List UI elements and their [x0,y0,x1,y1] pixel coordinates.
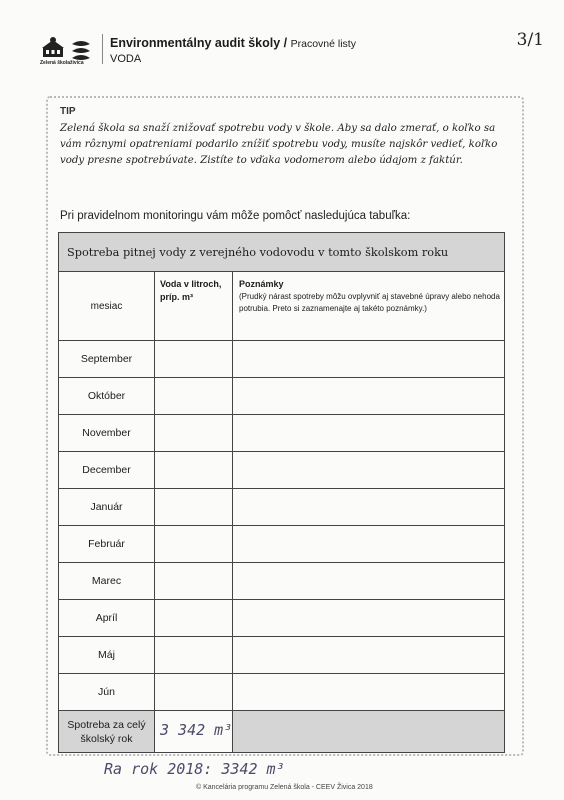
notes-cell[interactable] [233,637,505,674]
table-row [59,637,505,674]
notes-cell[interactable] [233,526,505,563]
water-value-cell[interactable] [155,415,233,452]
notes-column-header [233,272,505,341]
notes-description: (Prudký nárast spotreby môžu ovplyvniť aj stavebné úpravy alebo nehoda potrubia. Preto si zaznamenajte aj takéto poznámky.) [239,292,500,313]
month-label: December [59,452,155,489]
document-title [110,36,356,50]
water-value-cell[interactable] [155,452,233,489]
document-title-main: Environmentálny audit školy / [110,36,288,50]
notes-cell[interactable] [233,489,505,526]
logo-left-caption: Zelená škola [40,60,71,66]
total-notes-cell[interactable] [233,711,505,753]
water-value-cell[interactable] [155,600,233,637]
total-row [59,711,505,753]
water-value-cell[interactable] [155,526,233,563]
water-column-header: Voda v litroch, príp. m³ [155,272,233,341]
page-header [40,28,544,72]
page-number: 3/1 [516,30,544,50]
total-label: Spotreba za celý školský rok [59,711,155,753]
month-label: Máj [59,637,155,674]
header-divider [102,34,103,64]
table-intro: Pri pravidelnom monitoringu vám môže pomôcť nasledujúca tabuľka: [60,210,411,222]
table-row [59,489,505,526]
table-row [59,674,505,711]
table-row [59,563,505,600]
notes-cell[interactable] [233,563,505,600]
table-row [59,526,505,563]
notes-cell[interactable] [233,452,505,489]
month-label: Február [59,526,155,563]
document-subtitle: VODA [110,53,142,65]
notes-cell[interactable] [233,600,505,637]
table-row [59,600,505,637]
table-row [59,452,505,489]
notes-cell[interactable] [233,378,505,415]
month-column-header: mesiac [59,272,155,341]
month-label: September [59,341,155,378]
notes-cell[interactable] [233,674,505,711]
water-value-cell[interactable] [155,674,233,711]
logo-right-caption: živica [70,60,84,66]
tip-text: Zelená škola sa snaží znižovať spotrebu vody v škole. Aby sa dalo zmerať, o koľko sa vám rôznymi opatreniami podarilo znížiť spotrebu vody, musíte najskôr vedieť, koľko vody presne spotrebúvate. Zistíte to vďaka vodomerom alebo údajom z faktúr. [60,123,498,166]
table-row [59,341,505,378]
table-title-row [59,233,505,272]
notes-title: Poznámky [239,279,284,289]
water-value-cell[interactable] [155,341,233,378]
water-value-cell[interactable] [155,378,233,415]
column-header-row [59,272,505,341]
handwritten-note: Ra rok 2018: 3342 m³ [104,760,285,778]
month-label: Január [59,489,155,526]
water-value-cell[interactable] [155,489,233,526]
month-label: Október [59,378,155,415]
footer-copyright: © Kancelária programu Zelená škola - CEEV Živica 2018 [196,784,373,791]
document-title-suffix: Pracovné listy [290,38,356,50]
month-label: Marec [59,563,155,600]
month-label: Jún [59,674,155,711]
notes-cell[interactable] [233,341,505,378]
month-label: Apríl [59,600,155,637]
table-row [59,415,505,452]
tip-label: TIP [60,106,76,117]
month-label: November [59,415,155,452]
table-row [59,378,505,415]
water-value-cell[interactable] [155,563,233,600]
notes-cell[interactable] [233,415,505,452]
total-value-cell[interactable] [155,711,233,753]
total-value-handwritten: 3 342 m³ [160,721,233,739]
water-consumption-table [58,232,505,753]
table-title: Spotreba pitnej vody z verejného vodovodu v tomto školskom roku [59,233,505,272]
water-value-cell[interactable] [155,637,233,674]
